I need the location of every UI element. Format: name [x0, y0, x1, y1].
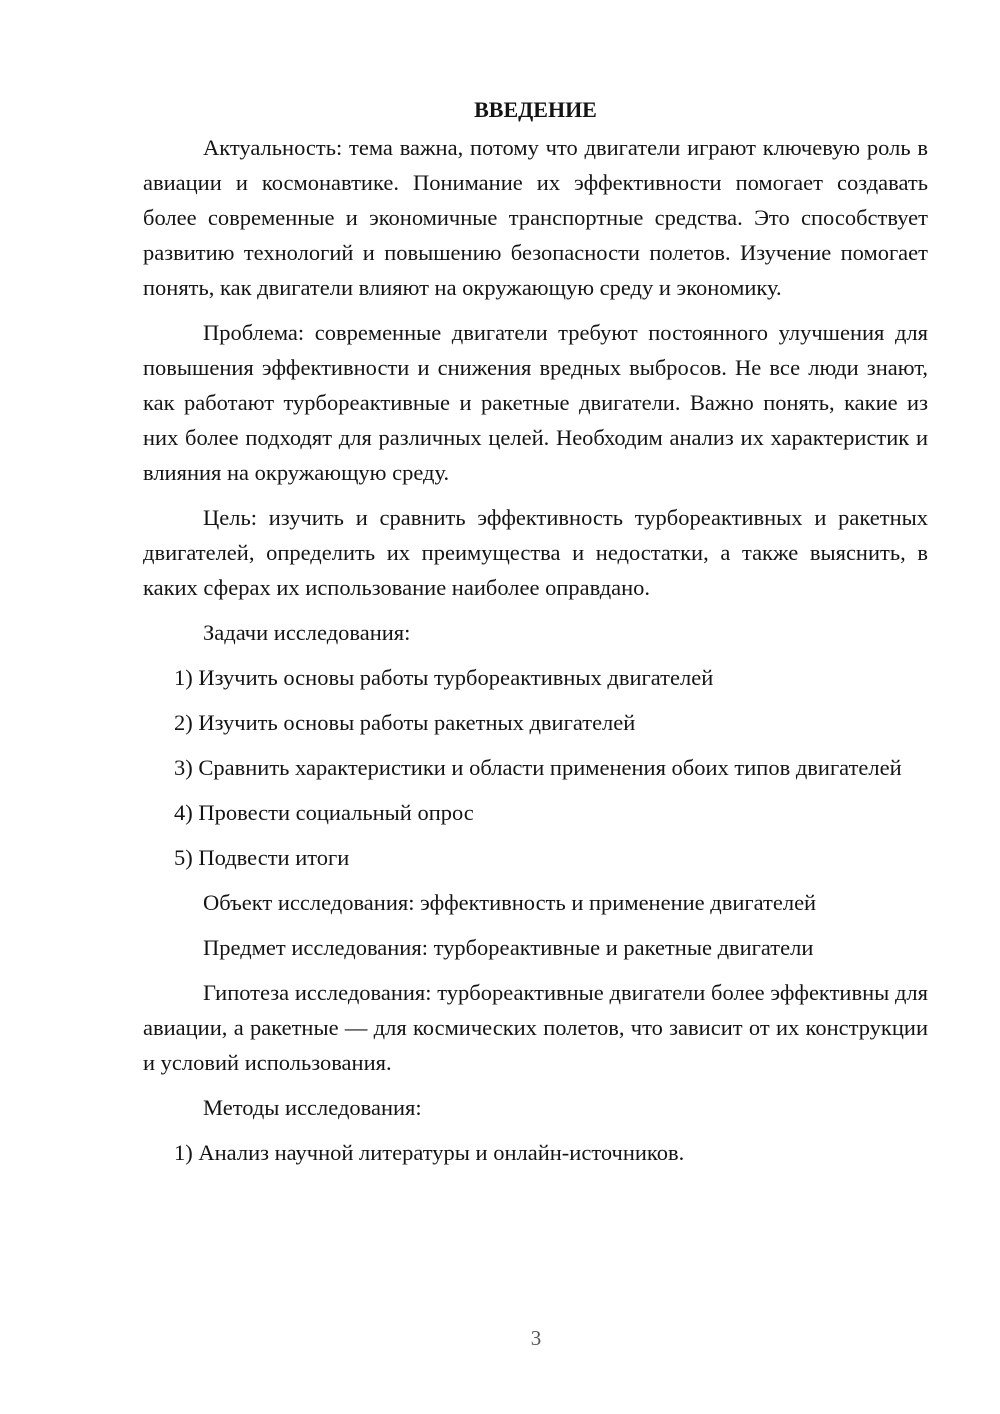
- methods-heading: Методы исследования:: [203, 1095, 422, 1120]
- section-title: ВВЕДЕНИЕ: [474, 97, 597, 122]
- subject-line: Предмет исследования: турбореактивные и ракетные двигатели: [203, 935, 814, 960]
- task-item-2: 2) Изучить основы работы ракетных двигателей: [174, 710, 636, 735]
- task-item-5: 5) Подвести итоги: [174, 845, 350, 870]
- relevance-paragraph: Актуальность: тема важна, потому что двигатели играют ключевую роль в авиации и космонавтике. Понимание их эффективности помогает создавать более современные и экономичные транспортные средства. Это способствует развитию технологий и повышению безопасности полетов. Изучение помогает понять, как двигатели влияют на окружающую среду и экономику.: [143, 135, 928, 300]
- tasks-heading: Задачи исследования:: [203, 620, 411, 645]
- object-line: Объект исследования: эффективность и применение двигателей: [203, 890, 817, 915]
- task-item-1: 1) Изучить основы работы турбореактивных двигателей: [174, 665, 714, 690]
- task-item-4: 4) Провести социальный опрос: [174, 800, 474, 825]
- problem-paragraph: Проблема: современные двигатели требуют постоянного улучшения для повышения эффективности и снижения вредных выбросов. Не все люди знают, как работают турбореактивные и ракетные двигатели. Важно понять, какие из них более подходят для различных целей. Необходим анализ их характеристик и влияния на окружающую среду.: [143, 320, 928, 485]
- page-content: [143, 92, 928, 1180]
- page-number: 3: [530, 1326, 542, 1350]
- task-item-3: 3) Сравнить характеристики и области применения обоих типов двигателей: [174, 755, 902, 780]
- method-item-1: 1) Анализ научной литературы и онлайн-источников.: [174, 1140, 685, 1165]
- hypothesis-paragraph: Гипотеза исследования: турбореактивные двигатели более эффективны для авиации, а ракетные — для космических полетов, что зависит от их конструкции и условий использования.: [143, 980, 928, 1075]
- goal-paragraph: Цель: изучить и сравнить эффективность турбореактивных и ракетных двигателей, определить их преимущества и недостатки, а также выяснить, в каких сферах их использование наиболее оправдано.: [143, 505, 928, 600]
